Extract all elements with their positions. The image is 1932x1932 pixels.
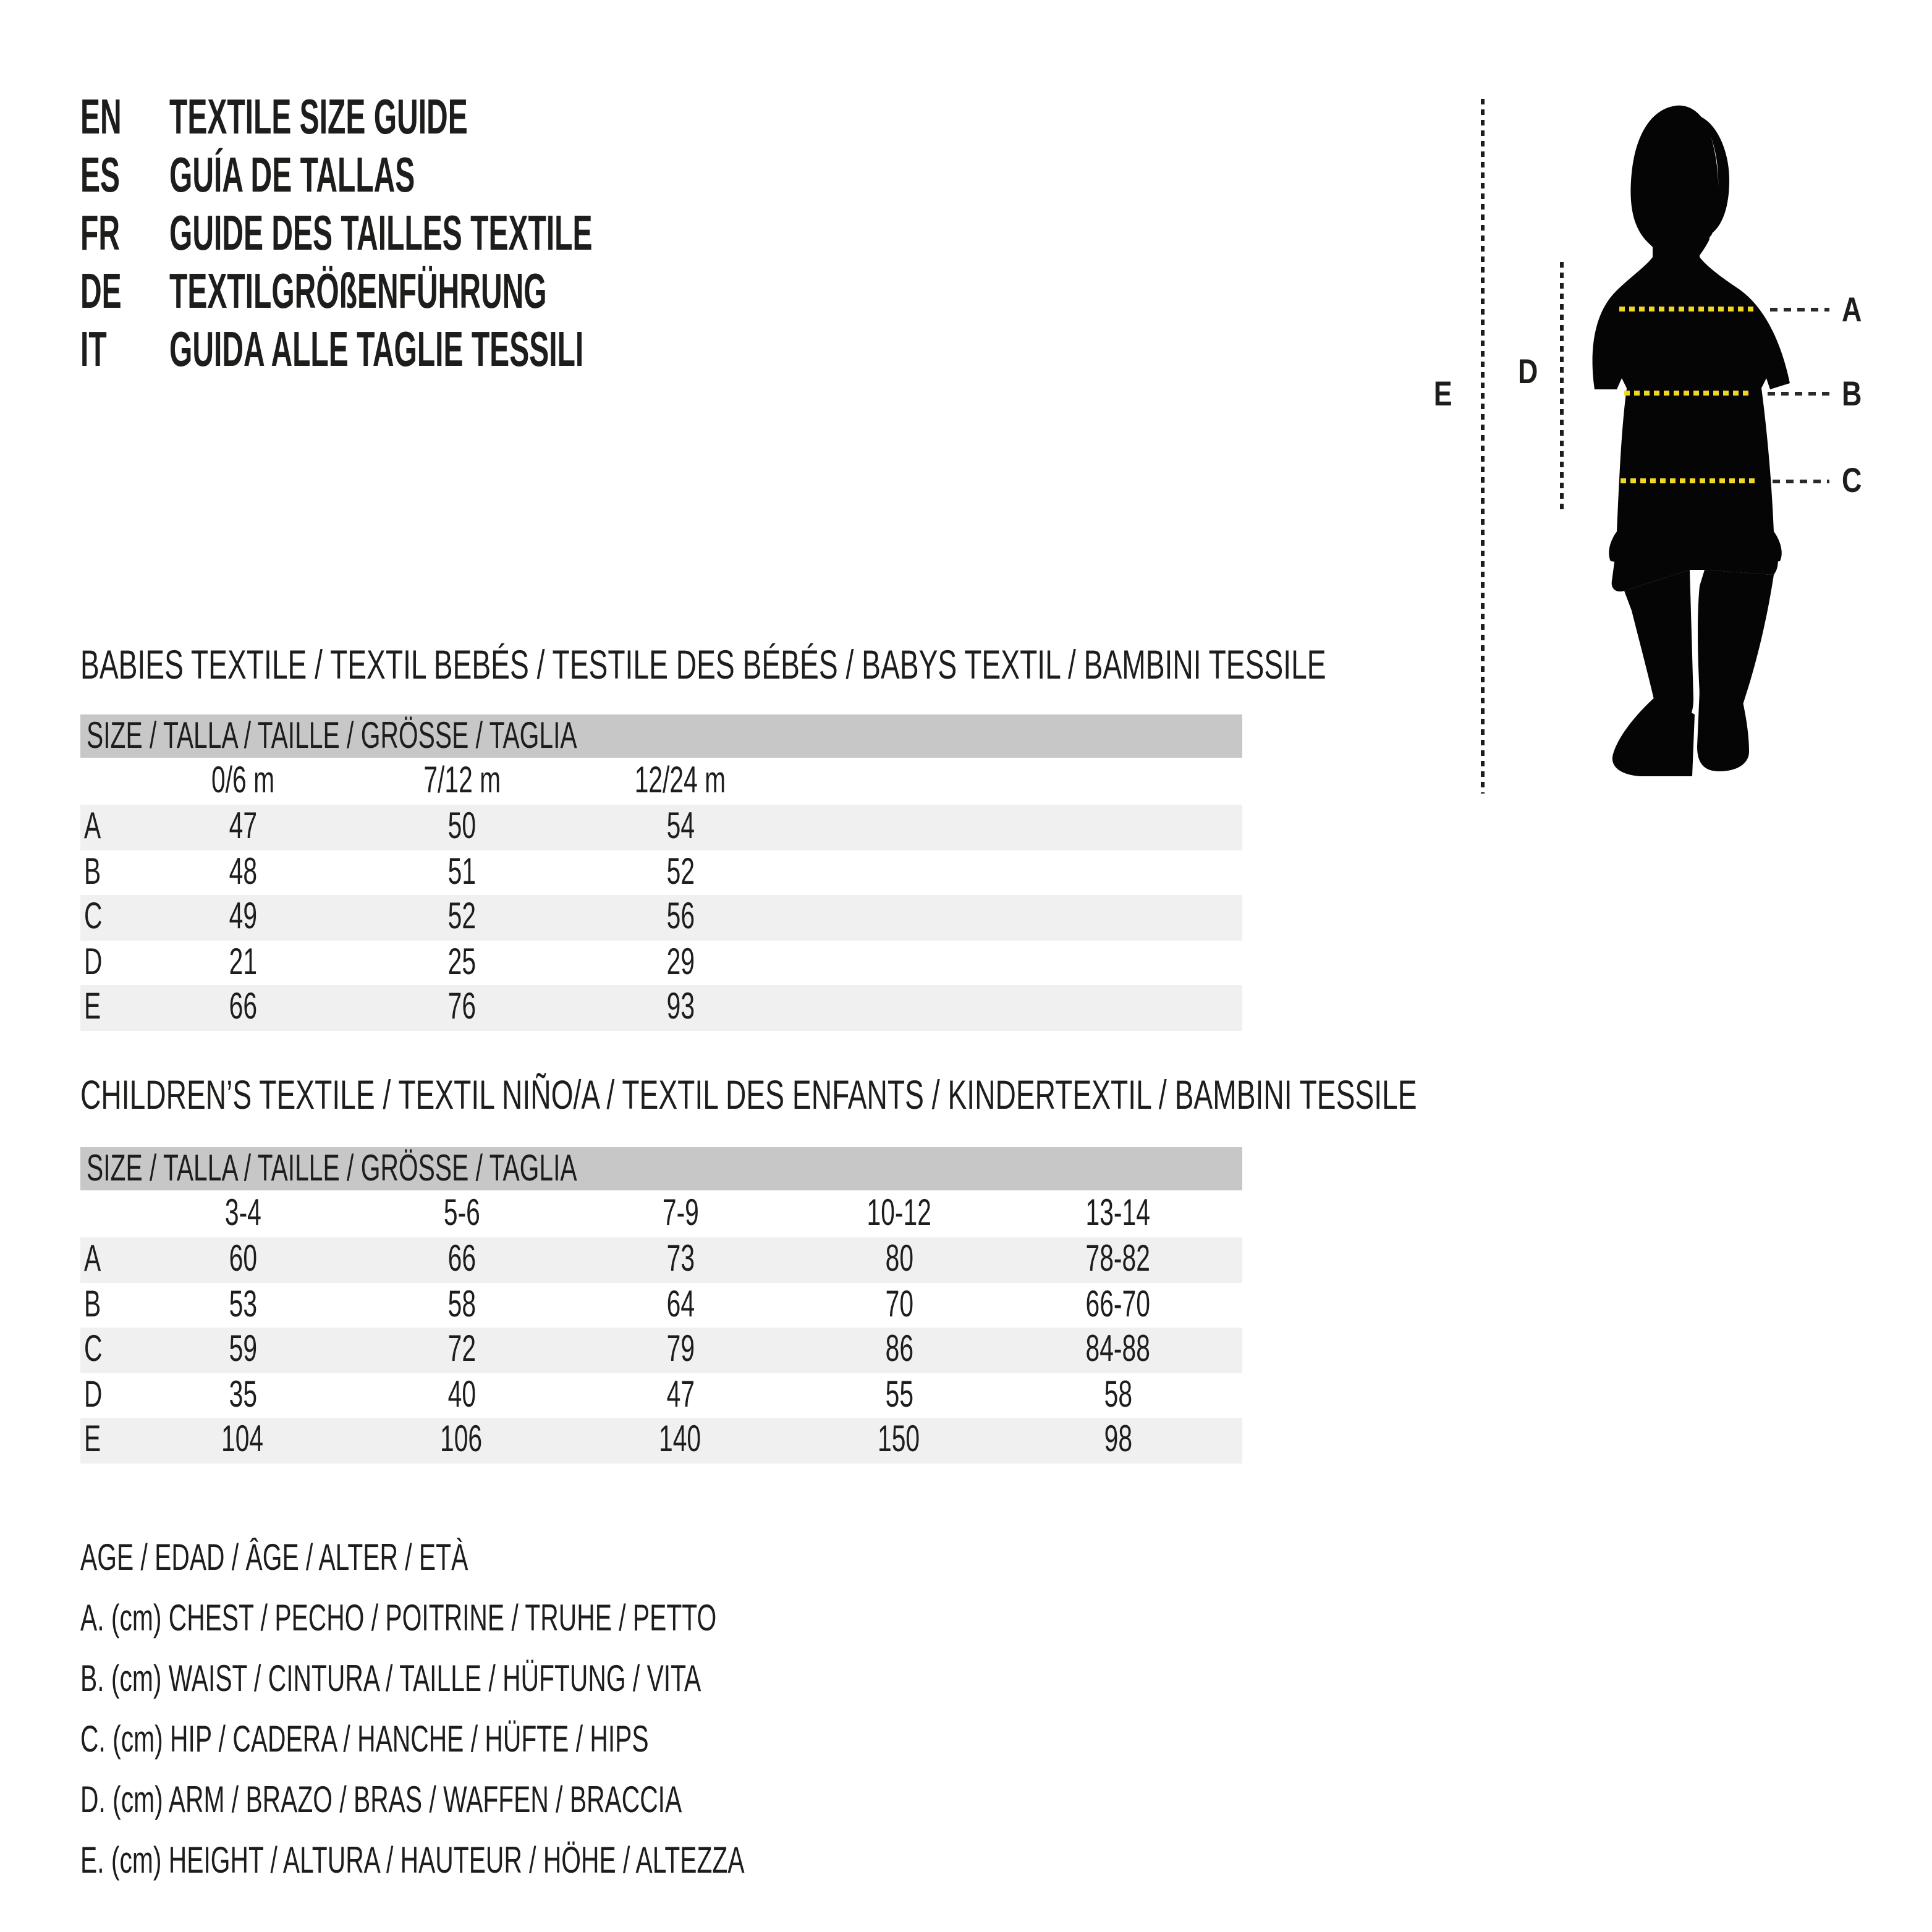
language-code: ES — [80, 148, 121, 203]
hip-line-yellow — [1621, 478, 1759, 483]
language-code: FR — [80, 206, 120, 261]
cell-value: 58 — [1104, 1374, 1132, 1415]
children-section-title: CHILDREN’S TEXTILE / TEXTIL NIÑO/A / TEXTIL DES ENFANTS / KINDERTEXTIL / BAMBINI TESSILE — [80, 1072, 1417, 1117]
cell-value: 70 — [885, 1284, 913, 1325]
guide-title-es: GUÍA DE TALLAS — [169, 148, 415, 203]
row-label: A — [84, 1239, 101, 1280]
height-measure-line-e — [1481, 99, 1485, 794]
cell-value: 140 — [659, 1419, 702, 1460]
size-header-label: SIZE / TALLA / TAILLE / GRÖSSE / TAGLIA — [87, 716, 577, 756]
cell-value: 29 — [666, 941, 695, 983]
guide-title-it: GUIDA ALLE TAGLIE TESSILI — [169, 323, 584, 377]
cell-value: 56 — [666, 896, 695, 938]
table-row — [80, 1373, 1242, 1418]
measure-label-c: C — [1842, 461, 1862, 499]
children-size-table — [80, 1147, 1242, 1463]
guide-title-en: TEXTILE SIZE GUIDE — [169, 90, 468, 145]
cell-value: 48 — [229, 851, 257, 892]
column-header: 7-9 — [662, 1193, 699, 1234]
table-row — [80, 1237, 1242, 1282]
cell-value: 55 — [885, 1374, 913, 1415]
chest-line-dark — [1770, 308, 1829, 311]
cell-value: 59 — [229, 1329, 257, 1370]
cell-value: 93 — [666, 986, 695, 1028]
column-header: 3-4 — [224, 1193, 261, 1234]
table-row — [80, 940, 1242, 985]
guide-title-de: TEXTILGRÖßENFÜHRUNG — [169, 265, 547, 319]
cell-value: 54 — [666, 806, 695, 847]
table-row — [80, 985, 1242, 1030]
guide-title-fr: GUIDE DES TAILLES TEXTILE — [169, 206, 593, 261]
language-code: EN — [80, 90, 122, 145]
cell-value: 84-88 — [1085, 1329, 1151, 1370]
legend-hip: C. (cm) HIP / CADERA / HANCHE / HÜFTE / HIPS — [80, 1719, 649, 1760]
row-label: D — [84, 941, 103, 983]
cell-value: 98 — [1104, 1419, 1132, 1460]
column-header: 5-6 — [443, 1193, 480, 1234]
row-label: B — [84, 851, 101, 892]
cell-value: 35 — [229, 1374, 257, 1415]
column-header: 10-12 — [866, 1193, 932, 1234]
cell-value: 53 — [229, 1284, 257, 1325]
cell-value: 47 — [666, 1374, 695, 1415]
row-label: E — [84, 1419, 101, 1460]
cell-value: 76 — [447, 986, 476, 1028]
measure-label-b: B — [1842, 375, 1862, 413]
cell-value: 66 — [447, 1239, 476, 1280]
cell-value: 52 — [447, 896, 476, 938]
language-code: DE — [80, 265, 122, 319]
cell-value: 50 — [447, 806, 476, 847]
cell-value: 106 — [440, 1419, 483, 1460]
waist-line-yellow — [1624, 391, 1753, 396]
table-row — [80, 1282, 1242, 1328]
measure-label-e: E — [1433, 375, 1452, 413]
measure-label-a: A — [1842, 290, 1862, 329]
cell-value: 86 — [885, 1329, 913, 1370]
column-header: 7/12 m — [423, 760, 501, 801]
silhouette-right-shoe — [1697, 690, 1749, 771]
cell-value: 60 — [229, 1239, 257, 1280]
cell-value: 64 — [666, 1284, 695, 1325]
language-code: IT — [80, 323, 107, 377]
legend-arm: D. (cm) ARM / BRAZO / BRAS / WAFFEN / BRACCIA — [80, 1780, 682, 1821]
row-label: B — [84, 1284, 101, 1325]
cell-value: 49 — [229, 896, 257, 938]
cell-value: 104 — [221, 1419, 265, 1460]
size-header-label: SIZE / TALLA / TAILLE / GRÖSSE / TAGLIA — [87, 1148, 577, 1189]
chest-line-yellow — [1619, 307, 1755, 311]
children-column-header-row — [80, 1190, 1242, 1237]
silhouette-shirt — [1593, 257, 1790, 562]
babies-size-header-bar — [80, 714, 1242, 758]
column-header: 0/6 m — [211, 760, 275, 801]
cell-value: 73 — [666, 1239, 695, 1280]
measure-label-d: D — [1518, 352, 1538, 391]
cell-value: 72 — [447, 1329, 476, 1370]
table-row — [80, 1328, 1242, 1373]
legend-waist: B. (cm) WAIST / CINTURA / TAILLE / HÜFTUNG / VITA — [80, 1659, 701, 1700]
measurement-legend — [80, 1528, 1057, 1891]
cell-value: 66-70 — [1085, 1284, 1151, 1325]
row-label: C — [84, 896, 103, 938]
cell-value: 47 — [229, 806, 257, 847]
cell-value: 58 — [447, 1284, 476, 1325]
cell-value: 150 — [878, 1419, 921, 1460]
babies-section-title: BABIES TEXTILE / TEXTIL BEBÉS / TESTILE DES BÉBÉS / BABYS TEXTIL / BAMBINI TESSILE — [80, 642, 1326, 687]
table-row — [80, 850, 1242, 895]
waist-line-dark — [1768, 392, 1829, 396]
cell-value: 66 — [229, 986, 257, 1028]
column-header: 13-14 — [1085, 1193, 1151, 1234]
table-row — [80, 805, 1242, 850]
arm-measure-line-d — [1560, 262, 1564, 509]
cell-value: 40 — [447, 1374, 476, 1415]
cell-value: 21 — [229, 941, 257, 983]
row-label: D — [84, 1374, 103, 1415]
legend-age: AGE / EDAD / ÂGE / ALTER / ETÀ — [80, 1538, 468, 1578]
row-label: E — [84, 986, 101, 1028]
cell-value: 25 — [447, 941, 476, 983]
children-size-header-bar — [80, 1147, 1242, 1190]
column-header: 12/24 m — [635, 760, 726, 801]
babies-column-header-row — [80, 758, 1242, 805]
table-row — [80, 1418, 1242, 1463]
cell-value: 78-82 — [1085, 1239, 1151, 1280]
cell-value: 52 — [666, 851, 695, 892]
babies-size-table — [80, 714, 1242, 1030]
cell-value: 80 — [885, 1239, 913, 1280]
legend-height: E. (cm) HEIGHT / ALTURA / HAUTEUR / HÖHE / ALTEZZA — [80, 1841, 745, 1881]
cell-value: 51 — [447, 851, 476, 892]
row-label: A — [84, 806, 101, 847]
row-label: C — [84, 1329, 103, 1370]
child-silhouette — [1586, 104, 1796, 796]
legend-chest: A. (cm) CHEST / PECHO / POITRINE / TRUHE / PETTO — [80, 1598, 717, 1639]
hip-line-dark — [1773, 480, 1829, 483]
cell-value: 79 — [666, 1329, 695, 1370]
table-row — [80, 895, 1242, 940]
